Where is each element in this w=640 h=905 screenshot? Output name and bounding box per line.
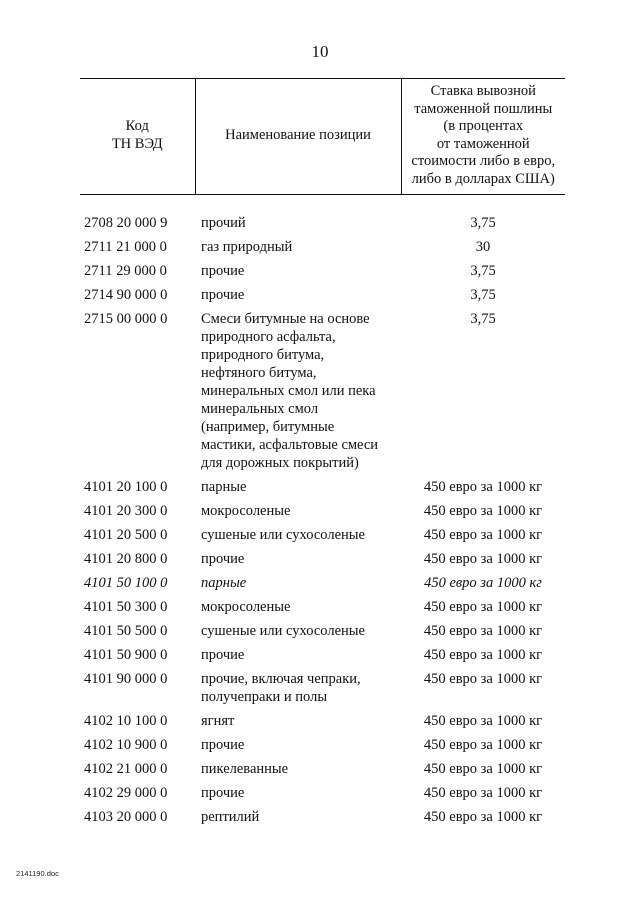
row-code: 4101 50 900 0: [84, 647, 168, 663]
row-rate: 450 евро за 1000 кг: [423, 737, 543, 753]
header-name: Наименование позиции: [195, 79, 401, 195]
row-rate: 30: [475, 239, 491, 255]
row-code: 4102 29 000 0: [84, 785, 168, 801]
row-name: парные: [201, 479, 247, 495]
row-name: рептилий: [201, 809, 260, 825]
row-rate: 3,75: [470, 311, 496, 327]
row-code: 4101 50 500 0: [84, 623, 168, 639]
row-name: ягнят: [201, 713, 235, 729]
duty-table: [80, 78, 565, 829]
row-name: газ природный: [201, 239, 293, 255]
row-rate: 450 евро за 1000 кг: [423, 623, 543, 639]
row-name: пикелеванные: [201, 761, 289, 777]
table-row: [80, 781, 565, 805]
row-rate: 450 евро за 1000 кг: [423, 551, 543, 567]
row-code: 4102 10 900 0: [84, 737, 168, 753]
page-number: 10: [311, 42, 329, 61]
table-row: [80, 195, 565, 236]
table-row: [80, 547, 565, 571]
row-code: 4101 20 300 0: [84, 503, 168, 519]
table-header-row: [80, 79, 565, 195]
row-code: 4101 20 800 0: [84, 551, 168, 567]
row-name: мокросоленые: [201, 599, 291, 615]
table-row: [80, 667, 565, 709]
row-name: прочие: [201, 263, 245, 279]
row-rate: 450 евро за 1000 кг: [423, 809, 543, 825]
table-row: [80, 235, 565, 259]
row-rate: 450 евро за 1000 кг: [423, 761, 543, 777]
row-name: прочие: [201, 551, 245, 567]
row-rate: 3,75: [470, 215, 496, 231]
table-row: [80, 571, 565, 595]
table-row: [80, 733, 565, 757]
row-code: 4102 21 000 0: [84, 761, 168, 777]
row-code: 4101 20 500 0: [84, 527, 168, 543]
row-code: 4101 50 100 0: [84, 575, 168, 591]
row-code: 2715 00 000 0: [84, 311, 168, 327]
table-row: [80, 283, 565, 307]
row-name: прочие: [201, 647, 245, 663]
document-filename: 2141190.doc: [16, 869, 59, 878]
row-code: 2711 29 000 0: [84, 263, 167, 279]
row-code: 2708 20 000 9: [84, 215, 168, 231]
row-code: 4101 20 100 0: [84, 479, 168, 495]
row-rate: 3,75: [470, 263, 496, 279]
row-rate: 450 евро за 1000 кг: [423, 713, 543, 729]
row-rate: 3,75: [470, 287, 496, 303]
row-code: 4102 10 100 0: [84, 713, 168, 729]
table-row: [80, 259, 565, 283]
row-rate: 450 евро за 1000 кг: [423, 599, 543, 615]
row-name: парные: [201, 575, 247, 591]
row-code: 4103 20 000 0: [84, 809, 168, 825]
row-name: прочие: [201, 287, 245, 303]
row-rate: 450 евро за 1000 кг: [424, 575, 542, 591]
row-rate: 450 евро за 1000 кг: [423, 479, 543, 495]
row-code: 4101 50 300 0: [84, 599, 168, 615]
table-row: [80, 757, 565, 781]
row-name: прочие: [201, 737, 245, 753]
table-row: [80, 709, 565, 733]
row-code: 2714 90 000 0: [84, 287, 168, 303]
row-rate: 450 евро за 1000 кг: [423, 647, 543, 663]
table-row: [80, 307, 565, 475]
header-code: Код ТН ВЭД: [80, 79, 195, 195]
row-rate: 450 евро за 1000 кг: [423, 503, 543, 519]
row-name: Смеси битумные на основе природного асфальта, природного битума, нефтяного битума, минеральных смол или пека минеральных смол (например, битумные мастики, асфальтовые смеси для дорожных покрытий): [201, 311, 379, 471]
table-row: [80, 523, 565, 547]
row-name: мокросоленые: [201, 503, 291, 519]
table-row: [80, 805, 565, 829]
row-name: прочие: [201, 785, 245, 801]
table-row: [80, 499, 565, 523]
table-row: [80, 619, 565, 643]
row-rate: 450 евро за 1000 кг: [423, 785, 543, 801]
row-name: сушеные или сухосоленые: [201, 527, 365, 543]
row-name: прочие, включая чепраки, получепраки и полы: [201, 671, 361, 705]
row-name: прочий: [201, 215, 246, 231]
row-code: 4101 90 000 0: [84, 671, 168, 687]
table-row: [80, 643, 565, 667]
table-row: [80, 595, 565, 619]
row-rate: 450 евро за 1000 кг: [423, 671, 543, 687]
table-row: [80, 475, 565, 499]
header-rate: Ставка вывозной таможенной пошлины (в процентах от таможенной стоимости либо в евро, либо в долларах США): [401, 79, 565, 195]
row-name: сушеные или сухосоленые: [201, 623, 365, 639]
row-code: 2711 21 000 0: [84, 239, 167, 255]
row-rate: 450 евро за 1000 кг: [423, 527, 543, 543]
